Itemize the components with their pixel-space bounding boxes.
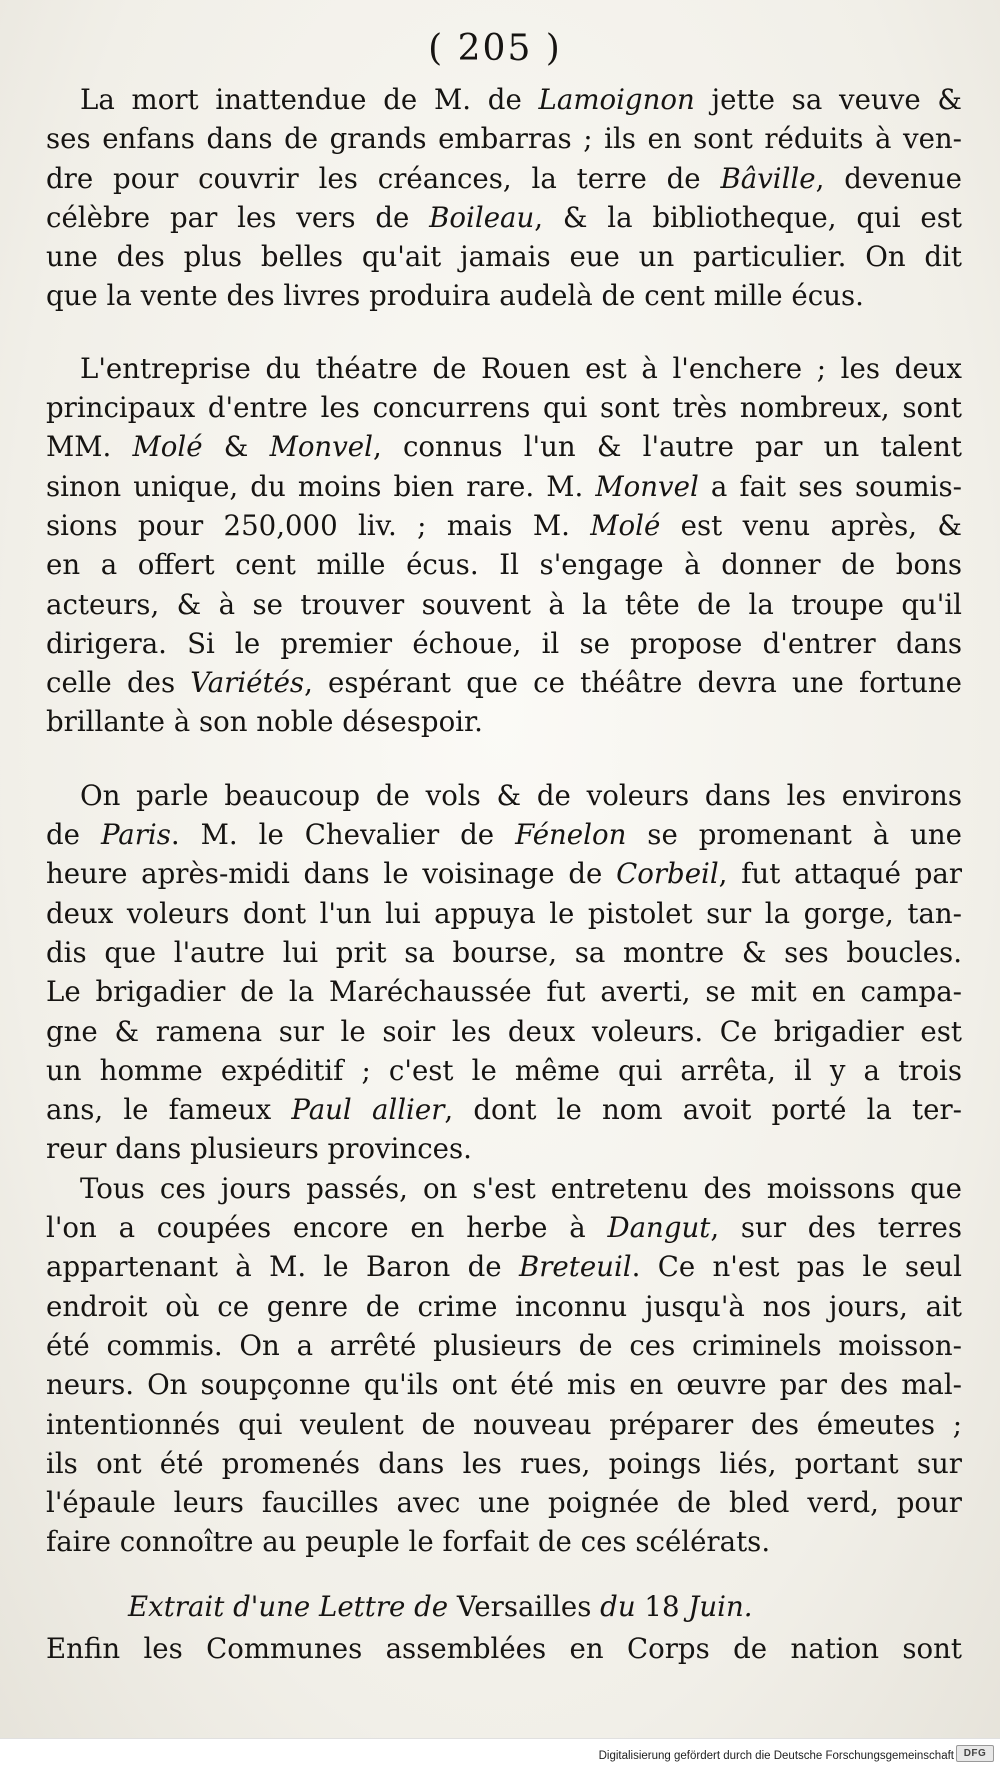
text-line: heure après-midi dans le voisinage de Corbeil, fut attaqué par <box>46 857 962 891</box>
text-line: endroit où ce genre de crime inconnu jusqu'à nos jours, ait <box>46 1289 962 1323</box>
italic-run: Molé <box>590 508 661 542</box>
italic-run: Juin. <box>679 1589 753 1623</box>
text-line: l'on a coupées encore en herbe à Dangut, sur des terres <box>46 1211 962 1245</box>
italic-run: Paul allier <box>291 1093 445 1127</box>
text-line: celle des Variétés, espérant que ce théâtre devra une fortune <box>46 666 962 700</box>
paragraph-gap <box>46 1562 962 1584</box>
italic-run: Fénelon <box>515 818 627 852</box>
paragraph-gap <box>46 316 962 349</box>
text-line: ses enfans dans de grands embarras ; ils en sont réduits à ven- <box>46 122 962 156</box>
text-line: que la vente des livres produira audelà de cent mille écus. <box>46 279 864 313</box>
text-line: dis que l'autre lui prit sa bourse, sa montre & ses boucles. <box>46 935 962 969</box>
paragraph-5 <box>46 1629 962 1668</box>
text-line: MM. Molé & Monvel, connus l'un & l'autre par un talent <box>46 430 962 464</box>
text-line: Tous ces jours passés, on s'est entretenu des moissons que <box>80 1171 962 1205</box>
article-body <box>46 80 962 1668</box>
paragraph-1 <box>46 80 962 316</box>
text-line: deux voleurs dont l'un lui appuya le pistolet sur la gorge, tan- <box>46 896 962 930</box>
italic-run: Lamoignon <box>538 83 695 116</box>
text-line: en a offert cent mille écus. Il s'engage à donner de bons <box>46 548 962 582</box>
italic-run: Bâville <box>720 161 816 195</box>
italic-run: Dangut <box>607 1211 711 1245</box>
text-line: intentionnés qui veulent de nouveau préparer des émeutes ; <box>46 1407 962 1441</box>
text-line: l'épaule leurs faucilles avec une poignée de bled verd, pour <box>46 1486 962 1520</box>
paragraph-2 <box>46 349 962 742</box>
italic-run: Variétés <box>190 666 305 700</box>
italic-run: Corbeil <box>616 857 719 891</box>
text-line: principaux d'entre les concurrens qui sont très nombreux, sont <box>46 391 962 425</box>
text-line: L'entreprise du théatre de Rouen est à l'enchere ; les deux <box>80 351 962 385</box>
italic-run: Monvel <box>269 430 373 464</box>
paragraph-4 <box>46 1169 962 1562</box>
italic-run: du <box>591 1589 645 1623</box>
text-line: de Paris. M. le Chevalier de Fénelon se promenant à une <box>46 818 962 852</box>
italic-run: Monvel <box>595 469 699 503</box>
text-line: sinon unique, du moins bien rare. M. Monvel a fait ses soumis- <box>46 469 962 503</box>
text-line: ans, le fameux Paul allier, dont le nom avoit porté la ter- <box>46 1093 962 1127</box>
text-line: On parle beaucoup de vols & de voleurs dans les environs <box>80 778 962 812</box>
italic-run: Boileau <box>429 200 535 234</box>
text-line: sions pour 250,000 liv. ; mais M. Molé est venu après, & <box>46 508 962 542</box>
text-line: ils ont été promenés dans les rues, poings liés, portant sur <box>46 1446 962 1480</box>
italic-run: Molé <box>132 430 203 464</box>
text-line: un homme expéditif ; c'est le même qui arrêta, il y a trois <box>46 1053 962 1087</box>
text-line: dre pour couvrir les créances, la terre de Bâville, devenue <box>46 161 962 195</box>
italic-run: Breteuil <box>518 1250 632 1284</box>
italic-run: Paris <box>100 818 171 852</box>
text-line: reur dans plusieurs provinces. <box>46 1132 472 1166</box>
text-line: Enfin les Communes assemblées en Corps de nation sont <box>46 1631 962 1665</box>
letter-heading: Extrait d'une Lettre de Versailles du 18 Juin. <box>128 1589 753 1623</box>
footer-strip <box>0 1738 1000 1767</box>
text-line: Le brigadier de la Maréchaussée fut averti, se mit en campa- <box>46 975 962 1009</box>
footer-credit: Digitalisierung gefördert durch die Deutsche Forschungsgemeinschaft <box>598 1750 954 1762</box>
dfg-logo: DFG <box>956 1745 994 1762</box>
text-line: une des plus belles qu'ait jamais eue un particulier. On dit <box>46 240 962 274</box>
italic-run: Extrait d'une Lettre de <box>128 1589 457 1623</box>
text-line: faire connoître au peuple le forfait de ces scélérats. <box>46 1525 771 1559</box>
text-line: acteurs, & à se trouver souvent à la tête de la troupe qu'il <box>46 587 962 621</box>
text-line: La mort inattendue de M. de Lamoignon jette sa veuve & <box>80 83 962 116</box>
text-line: gne & ramena sur le soir les deux voleurs. Ce brigadier est <box>46 1014 962 1048</box>
text-line: appartenant à M. le Baron de Breteuil. Ce n'est pas le seul <box>46 1250 962 1284</box>
text-line: brillante à son noble désespoir. <box>46 705 483 739</box>
paragraph-gap <box>46 742 962 776</box>
text-line: dirigera. Si le premier échoue, il se propose d'entrer dans <box>46 626 962 660</box>
paragraph-3 <box>46 776 962 1169</box>
text-line: été commis. On a arrêté plusieurs de ces criminels moisson- <box>46 1328 962 1362</box>
text-line: neurs. On soupçonne qu'ils ont été mis en œuvre par des mal- <box>46 1368 962 1402</box>
text-line: célèbre par les vers de Boileau, & la bibliotheque, qui est <box>46 200 962 234</box>
page-number: ( 205 ) <box>428 28 562 69</box>
